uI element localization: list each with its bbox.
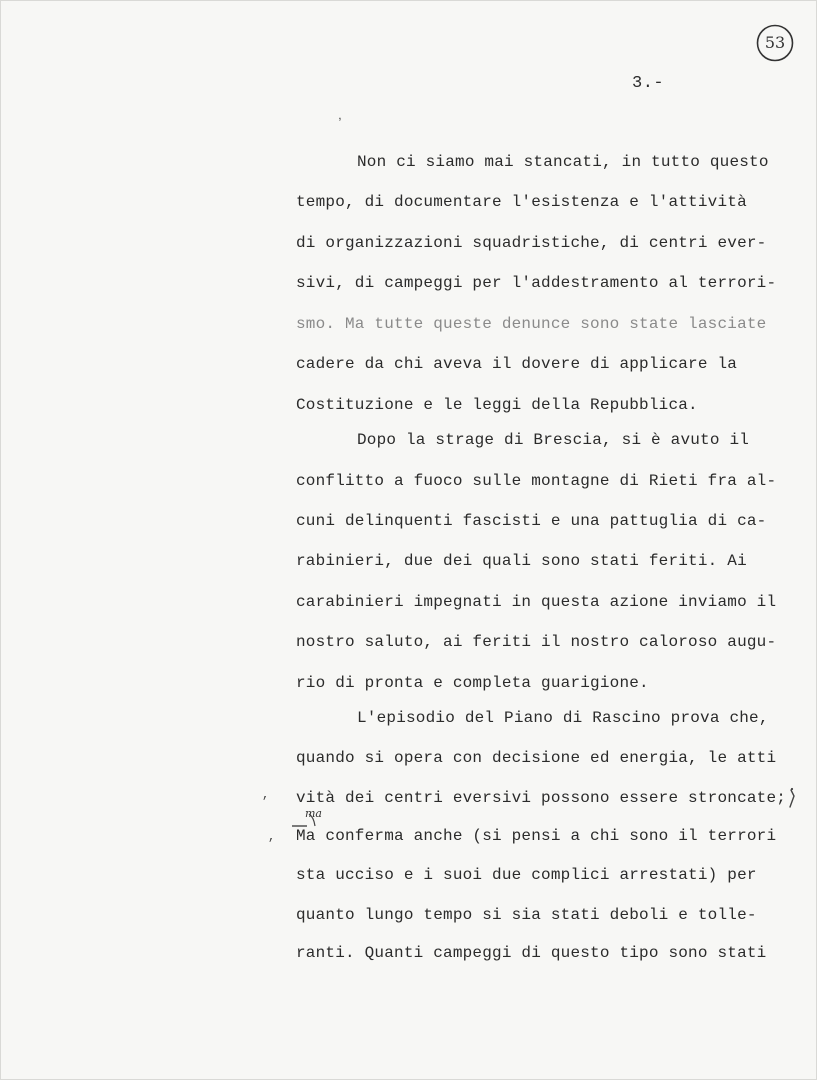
body-line: rabinieri, due dei quali sono stati feriti. Ai — [296, 552, 747, 570]
body-line: cuni delinquenti fascisti e una pattuglia di ca- — [296, 512, 767, 530]
body-line: carabinieri impegnati in questa azione inviamo il — [296, 593, 777, 611]
margin-mark: , — [262, 788, 270, 802]
body-line: L'episodio del Piano di Rascino prova che, — [357, 709, 769, 727]
body-line: Costituzione e le leggi della Repubblica. — [296, 396, 698, 414]
body-line: quanto lungo tempo si sia stati deboli e tolle- — [296, 906, 757, 924]
body-line: di organizzazioni squadristiche, di centri ever- — [296, 234, 767, 252]
body-line: cadere da chi aveva il dovere di applicare la — [296, 355, 738, 373]
body-line: tempo, di documentare l'esistenza e l'attività — [296, 193, 747, 211]
margin-mark: , — [268, 830, 276, 844]
body-line: sivi, di campeggi per l'addestramento al terrori- — [296, 274, 777, 292]
body-line: Ma conferma anche (si pensi a chi sono il terrori — [296, 827, 777, 845]
body-line: Dopo la strage di Brescia, si è avuto il — [357, 431, 750, 449]
body-line: ranti. Quanti campeggi di questo tipo sono stati — [296, 944, 767, 962]
body-line: vità dei centri eversivi possono essere stroncate; — [296, 789, 787, 807]
body-line: sta ucciso e i suoi due complici arrestati) per — [296, 866, 757, 884]
correction-text: ma — [305, 807, 322, 820]
body-line: rio di pronta e completa guarigione. — [296, 674, 649, 692]
body-line: conflitto a fuoco sulle montagne di Rieti fra al- — [296, 472, 777, 490]
body-line: smo. Ma tutte queste denunce sono state lasciate — [296, 315, 767, 333]
body-line: nostro saluto, ai feriti il nostro caloroso augu- — [296, 633, 777, 651]
body-line: quando si opera con decisione ed energia, le atti — [296, 749, 777, 767]
page-number: 3.- — [632, 74, 665, 93]
stamp-number: 53 — [764, 33, 786, 52]
body-line: Non ci siamo mai stancati, in tutto questo — [357, 153, 769, 171]
stray-mark: ʼ — [336, 116, 344, 131]
